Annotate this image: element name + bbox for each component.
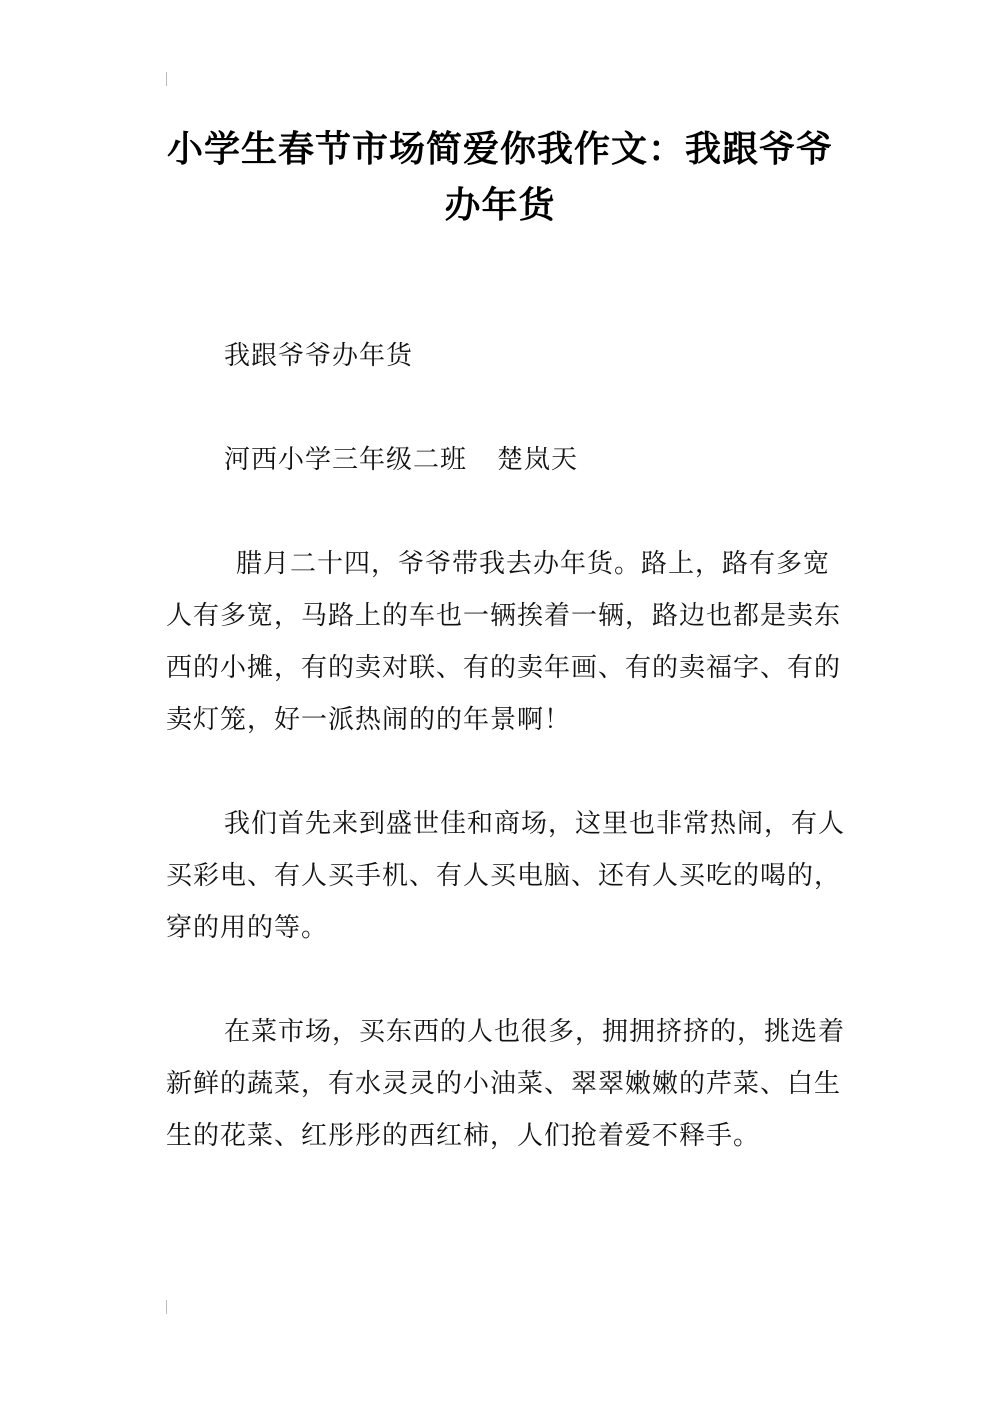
document-title: 小学生春节市场简爱你我作文：我跟爷爷办年货 xyxy=(166,129,833,226)
paragraph-2: 我们首先来到盛世佳和商场，这里也非常热闹，有人买彩电、有人买手机、有人买电脑、还有人买吃的喝的，穿的用的等。 xyxy=(166,809,846,943)
paragraph-1: 腊月二十四，爷爷带我去办年货。路上，路有多宽人有多宽，马路上的车也一辆挨着一辆，路边也都是卖东西的小摊，有的卖对联、有的卖年画、有的卖福字、有的卖灯笼，好一派热闹的的年景啊！ xyxy=(166,549,842,735)
essay-byline xyxy=(166,434,846,486)
paragraph-3: 在菜市场，买东西的人也很多，拥拥挤挤的，挑选着新鲜的蔬菜，有水灵灵的小油菜、翠翠嫩嫩的芹菜、白生生的花菜、红彤彤的西红柿，人们抢着爱不释手。 xyxy=(166,1017,846,1151)
margin-mark-top xyxy=(166,72,167,86)
margin-mark-bottom xyxy=(166,1300,167,1314)
essay-heading: 我跟爷爷办年货 xyxy=(224,341,414,371)
byline-author: 楚岚天 xyxy=(497,445,579,475)
byline-school: 河西小学三年级二班 xyxy=(224,445,468,475)
